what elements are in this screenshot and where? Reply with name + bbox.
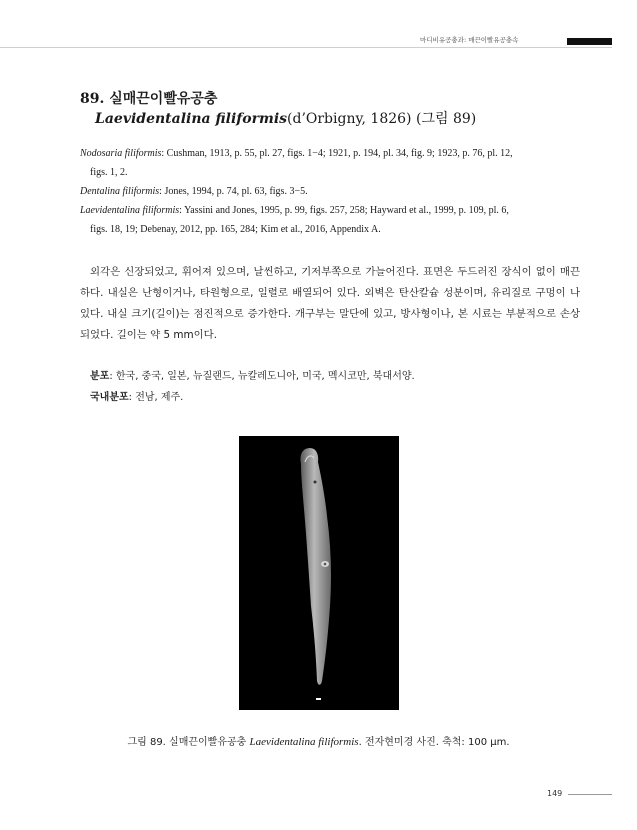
distribution [90,367,415,382]
synonym-name: Laevidentalina filiformis [80,205,180,216]
page-number: 149 [547,789,563,798]
species-figure-ref: (그림 89) [415,111,477,127]
distribution-text: : 한국, 중국, 일본, 뉴질랜드, 뉴칼레도니아, 미국, 멕시코만, 북대서양. [109,371,415,382]
caption-prefix: 그림 89. 실매끈이빨유공충 [127,737,250,748]
synonym-entry [80,201,580,239]
caption-suffix: . 전자현미경 사진. 축척: 100 µm. [358,737,510,748]
description-paragraph: 외각은 신장되었고, 휘어져 있으며, 날씬하고, 기저부쪽으로 가늘어진다. 표면은 두드러진 장식이 없이 매끈하다. 내실은 난형이거나, 타원형으로, 일렬로 배열되어 있다. 외벽은 탄산칼슘 성분이며, 유리질로 구멍이 나 있다. 내실 크기(길이)는 점진적으로 증가한다. 개구부는 말단에 있고, 방사형이나, 본 시료는 부분적으로 손상되었다. 길이는 약 5 mm이다. [80,266,580,341]
foraminifera-specimen-image [239,436,399,710]
synonym-refs: : Cushman, 1913, p. 55, pl. 27, figs. 1−4; 1921, p. 194, pl. 34, fig. 9; 1923, p. 76, pl. 12, [161,148,513,159]
domestic-distribution [90,388,183,403]
synonym-name: Nodosaria filiformis [80,148,162,159]
synonym-refs-continued: figs. 1, 2. [90,167,128,178]
figure-caption [0,733,637,748]
header-bar [567,38,612,45]
synonym-name: Dentalina filiformis [80,186,160,197]
header-rule [0,47,612,48]
species-scientific-name: Laevidentalina filiformis [95,111,288,127]
synonym-refs-continued: figs. 18, 19; Debenay, 2012, pp. 165, 284; Kim et al., 2016, Appendix A. [90,224,381,235]
running-header: 마디비유공충과: 매끈이빨유공충속 [420,36,519,44]
species-number: 89. [80,91,105,107]
synonym-entry [80,182,580,201]
distribution-label: 분포 [90,371,110,382]
caption-species: Laevidentalina filiformis [249,736,359,748]
domestic-distribution-label: 국내분포 [90,392,129,403]
synonym-refs: : Jones, 1994, p. 74, pl. 63, figs. 3−5. [159,186,308,197]
species-heading [80,88,217,108]
species-korean-name: 실매끈이빨유공충 [109,91,218,107]
species-authority: (d’Orbigny, 1826) [287,111,412,127]
page-number-rule [568,794,612,795]
species-subheading [95,108,476,128]
sem-photograph [239,436,399,710]
synonym-entry [80,144,580,182]
synonym-refs: : Yassini and Jones, 1995, p. 99, figs. 257, 258; Hayward et al., 1999, p. 109, pl. 6, [179,205,509,216]
domestic-distribution-text: : 전남, 제주. [128,392,184,403]
scale-bar [316,698,321,700]
